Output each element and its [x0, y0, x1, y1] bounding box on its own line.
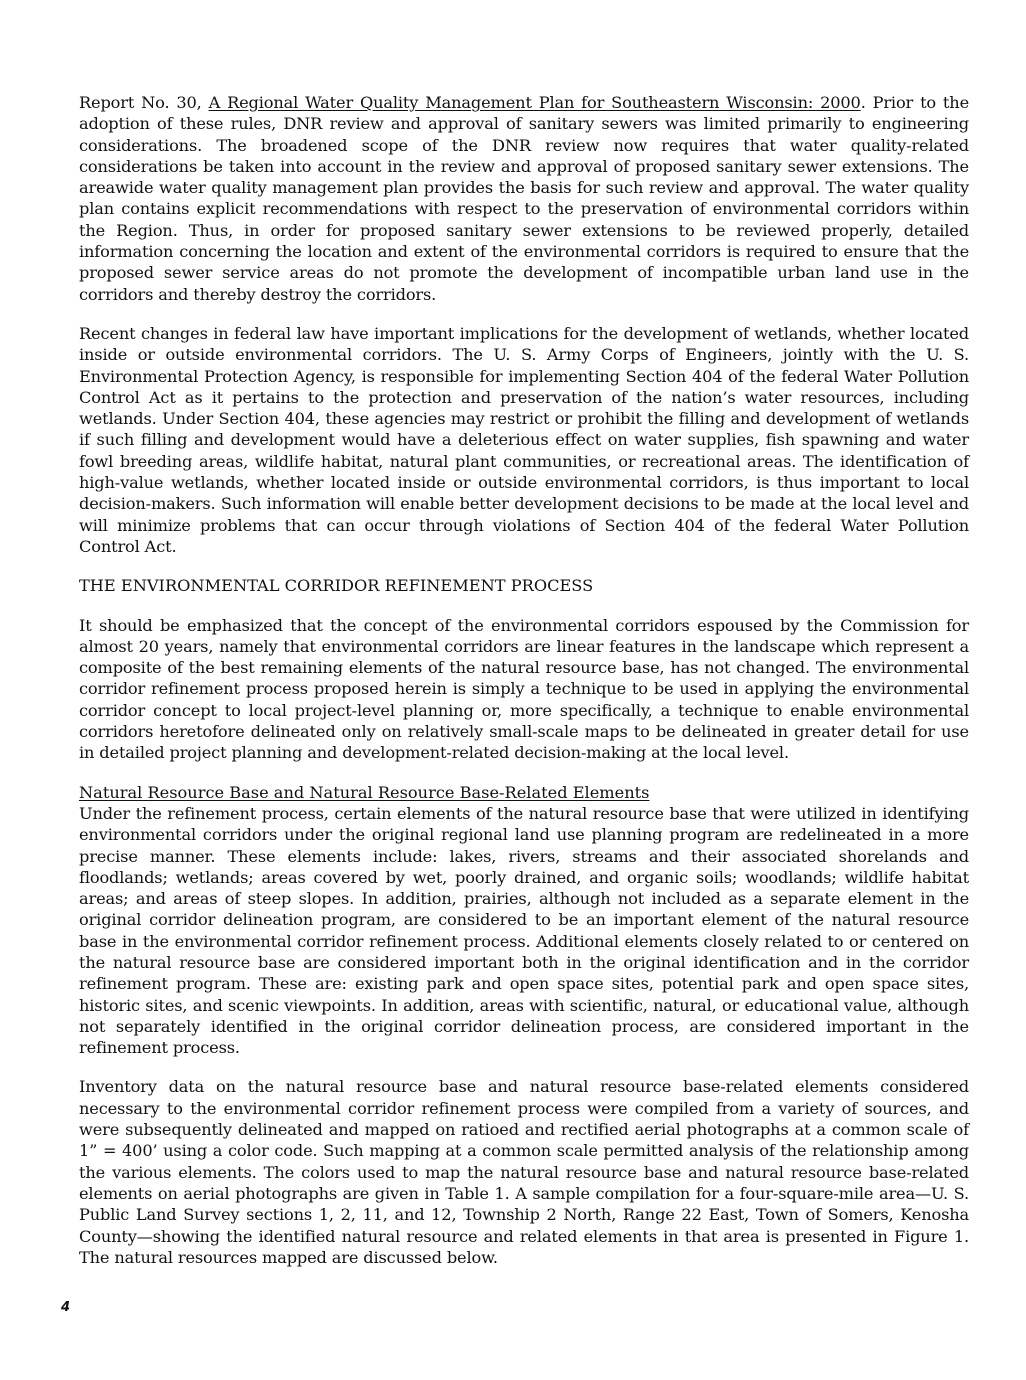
paragraph-refinement-process: Under the refinement process, certain elements of the natural resource base that were utilized in identifying environmental corridors under the original regional land use planning program are redelineated in a more precise manner. These elements include: lakes, rivers, streams and their associated shorelands and floodlands; wetlands; areas covered by wet, poorly drained, and organic soils; woodlands; wildlife habitat areas; and areas of steep slopes. In addition, prairies, although not included as a separate element in the original corridor delineation program, are considered to be an important element of the natural resource base in the environmental corridor refinement process. Additional elements closely related to or centered on the natural resource base are considered important both in the original identification and in the corridor refinement program. These are: existing park and open space sites, potential park and open space sites, historic sites, and scenic viewpoints. In addition, areas with scientific, natural, or educational value, although not separately identified in the original corridor delineation process, are considered important in the refinement process. [79, 803, 969, 1058]
document-page [79, 92, 969, 1268]
paragraph-gap [79, 557, 969, 575]
paragraph-text: . Prior to the adoption of these rules, DNR review and approval of sanitary sewers was limited primarily to engineering considerations. The broadened scope of the DNR review now requires that water quality-related considerations be taken into account in the review and approval of proposed sanitary sewer extensions. The areawide water quality management plan provides the basis for such review and approval. The water quality plan contains explicit recommendations with respect to the preservation of environmental corridors within the Region. Thus, in order for proposed sanitary sewer extensions to be reviewed properly, detailed information concerning the location and extent of the environmental corridors is required to ensure that the proposed sewer service areas do not promote the development of incompatible urban land use in the corridors and thereby destroy the corridors. [79, 93, 969, 304]
report-title-link: A Regional Water Quality Management Plan for Southeastern Wisconsin: 2000 [208, 93, 861, 112]
paragraph-corridor-concept: It should be emphasized that the concept of the environmental corridors espoused by the Commission for almost 20 years, namely that environmental corridors are linear features in the landscape which represent a composite of the best remaining elements of the natural resource base, has not changed. The environmental corridor refinement process proposed herein is simply a technique to be used in applying the environmental corridor concept to local project-level planning or, more specifically, a technique to enable environmental corridors heretofore delineated only on relatively small-scale maps to be delineated in greater detail for use in detailed project planning and development-related decision-making at the local level. [79, 615, 969, 763]
subsection-heading: Natural Resource Base and Natural Resource Base-Related Elements [79, 782, 650, 802]
section-heading: THE ENVIRONMENTAL CORRIDOR REFINEMENT PROCESS [79, 576, 594, 596]
paragraph-inventory-data: Inventory data on the natural resource base and natural resource base-related elements considered necessary to the environmental corridor refinement process were compiled from a variety of sources, and were subsequently delineated and mapped on ratioed and rectified aerial photographs at a common scale of 1” = 400’ using a color code. Such mapping at a common scale permitted analysis of the relationship among the various elements. The colors used to map the natural resource base and natural resource base-related elements on aerial photographs are given in Table 1. A sample compilation for a four-square-mile area—U. S. Public Land Survey sections 1, 2, 11, and 12, Township 2 North, Range 22 East, Town of Somers, Kenosha County—showing the identified natural resource and related elements in that area is presented in Figure 1. The natural resources mapped are discussed below. [79, 1077, 969, 1267]
page-number: 4 [61, 1300, 71, 1315]
paragraph-report-30 [79, 92, 969, 305]
paragraph-gap [79, 1058, 969, 1076]
paragraph-gap [79, 597, 969, 615]
paragraph-gap [79, 764, 969, 782]
paragraph-text: Report No. 30, [79, 93, 209, 112]
paragraph-gap [79, 305, 969, 323]
paragraph-federal-law: Recent changes in federal law have important implications for the development of wetlands, whether located inside or outside environmental corridors. The U. S. Army Corps of Engineers, jointly with the U. S. Environmental Protection Agency, is responsible for implementing Section 404 of the federal Water Pollution Control Act as it pertains to the protection and preservation of the nation’s water resources, including wetlands. Under Section 404, these agencies may restrict or prohibit the filling and development of wetlands if such filling and development would have a deleterious effect on water supplies, fish spawning and water fowl breeding areas, wildlife habitat, natural plant communities, or recreational areas. The identification of high-value wetlands, whether located inside or outside environmental corridors, is thus important to local decision-makers. Such information will enable better development decisions to be made at the local level and will minimize problems that can occur through violations of Section 404 of the federal Water Pollution Control Act. [79, 323, 969, 556]
